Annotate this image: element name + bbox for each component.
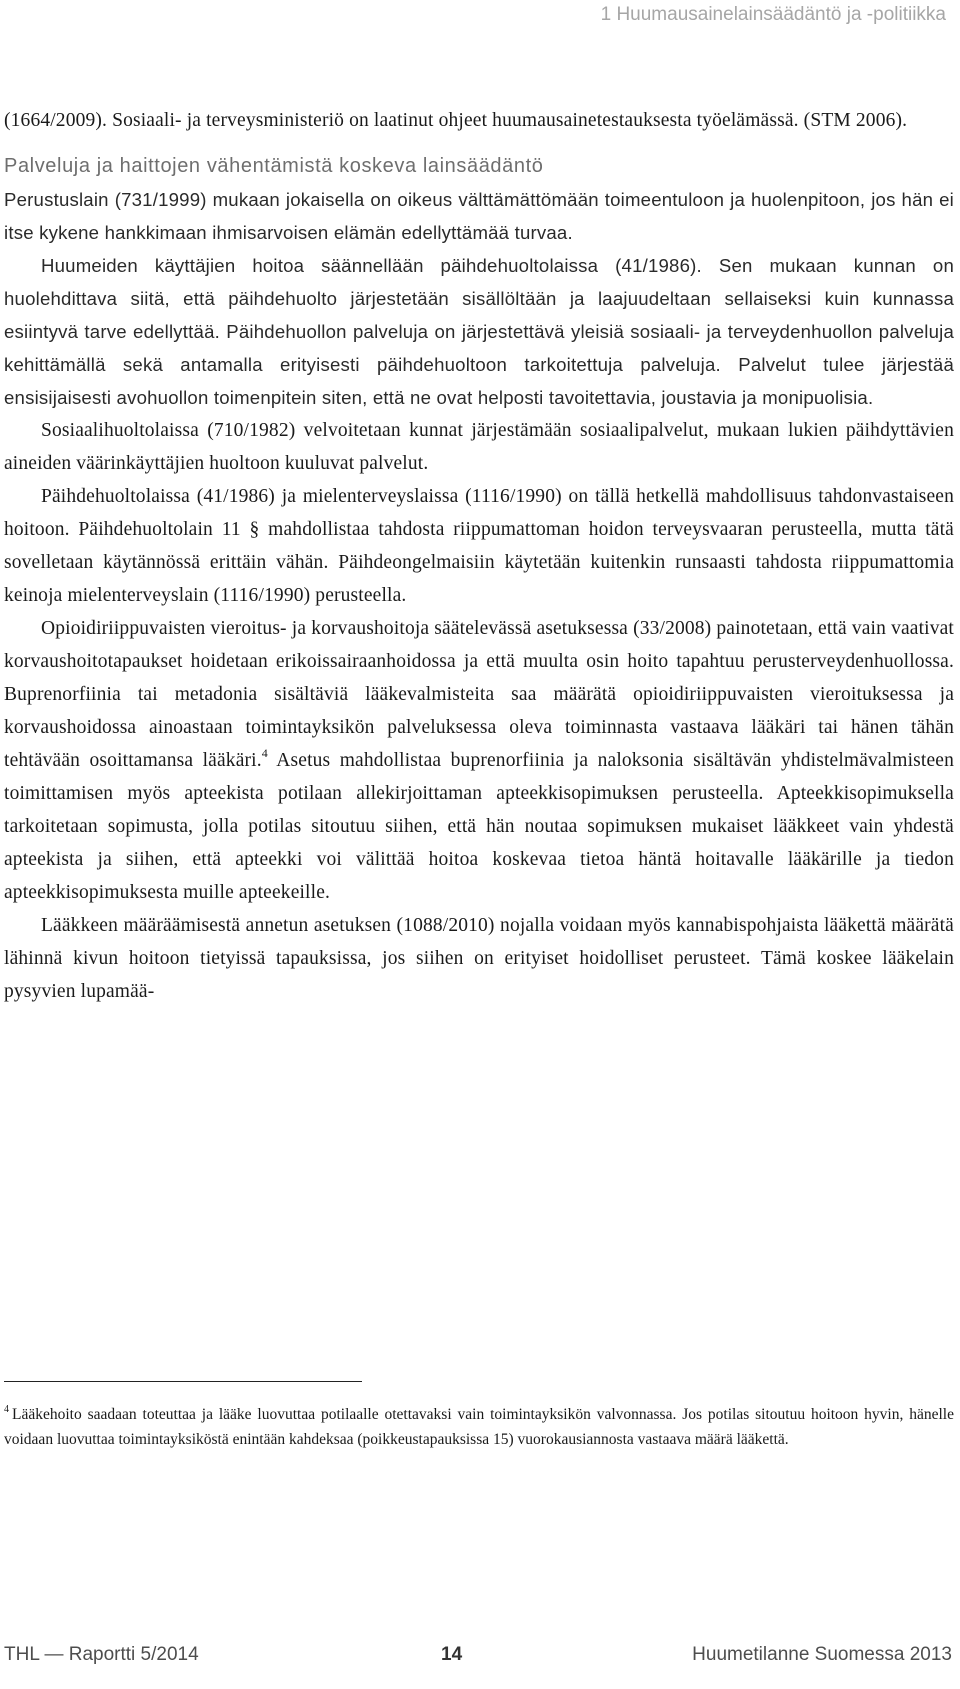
- paragraph-kannabis: Lääkkeen määräämisestä annetun asetuksen (1088/2010) nojalla voidaan myös kannabispohjaista lääkettä määrätä lähinnä kivun hoitoon tietyissä tapauksissa, jos siihen on erityiset hoidolliset perusteet. Tämä koskee lääkelain pysyvien lupamää-: [4, 915, 954, 1002]
- footer-publisher: THL — Raportti 5/2014: [4, 1644, 199, 1665]
- paragraph-opioidi: [4, 612, 954, 909]
- footnote-text: Lääkehoito saadaan toteuttaa ja lääke luovuttaa potilaalle otettavaksi vain toimintayksikön valvonnassa. Jos potilas sitoutuu hoitoon hyvin, hänelle voidaan luovuttaa toimintayksiköstä enintään kahdeksaa (poikkeustapauksissa 15) vuorokausiannosta vastaava määrä lääkettä.: [4, 1406, 954, 1448]
- footnote-paragraph: [4, 1402, 954, 1452]
- running-header: 1 Huumausainelainsäädäntö ja -politiikka: [600, 4, 946, 25]
- footnote: [4, 1402, 954, 1452]
- page-number: 14: [441, 1644, 463, 1665]
- paragraph-intro: (1664/2009). Sosiaali- ja terveysministeriö on laatinut ohjeet huumausainetestauksesta työelämässä. (STM 2006).: [4, 110, 908, 131]
- footer-publication: Huumetilanne Suomessa 2013: [692, 1644, 952, 1665]
- paragraph-perustuslaki: Perustuslain (731/1999) mukaan jokaisella on oikeus välttämättömään toimeentuloon ja huolenpitoon, jos hän ei itse kykene hankkimaan ihmisarvoisen elämän edellyttämää turvaa.: [4, 189, 954, 243]
- footnote-divider: [4, 1381, 362, 1382]
- paragraph-sosiaalihuolto: Sosiaalihuoltolaissa (710/1982) velvoitetaan kunnat järjestämään sosiaalipalvelut, mukaan lukien päihdyttävien aineiden väärinkäyttäjien huoltoon kuuluvat palvelut.: [4, 420, 954, 474]
- footnote-mark: 4: [4, 1404, 9, 1415]
- section-heading: Palveluja ja haittojen vähentämistä koskeva lainsäädäntö: [4, 155, 544, 177]
- paragraph-opioidi-continued: Asetus mahdollistaa buprenorfiinia ja naloksonia sisältävän yhdistelmävalmisteen toimittamisen myös apteekista potilaan allekirjoittaman apteekkisopimuksen perusteella. Apteekkisopimuksella tarkoitetaan sopimusta, jolla potilas sitoutuu siihen, että hän noutaa sopimuksen mukaiset lääkkeet vain yhdestä apteekista ja siihen, että apteekki voi välittää hoitoa koskevaa tietoa häntä hoitavalle lääkärille ja tiedon apteekkisopimuksesta muille apteekeille.: [4, 750, 954, 903]
- paragraph-opioidi-text: Opioidiriippuvaisten vieroitus- ja korvaushoitoja säätelevässä asetuksessa (33/2008) painotetaan, että vain vaativat korvaushoitotapaukset hoidetaan erikoissairaanhoidossa ja että muulta osin hoito tapahtuu perusterveydenhuollossa. Buprenorfiinia tai metadonia sisältäviä lääkevalmisteita saa määrätä opioidiriippuvaisten vieroituksessa ja korvaushoidossa ainoastaan toimintayksikön palveluksessa oleva toiminnasta vastaava lääkäri tai hänen tähän tehtävään osoittamansa lääkäri.: [4, 618, 954, 771]
- paragraph-paihdehuolto: Huumeiden käyttäjien hoitoa säännellään päihdehuoltolaissa (41/1986). Sen mukaan kunnan on huolehdittava siitä, että päihdehuolto järjestetään sisällöltään ja laajuudeltaan sellaiseksi kuin kunnassa esiintyvä tarve edellyttää. Päihdehuollon palveluja on järjestettävä yleisiä sosiaali- ja terveydenhuollon palveluja kehittämällä sekä antamalla erityisesti päihdehuoltoon tarkoitettuja palveluja. Palvelut tulee järjestää ensisijaisesti avohuollon toimenpitein siten, että ne ovat helposti tavoitettavia, joustavia ja monipuolisia.: [4, 255, 954, 408]
- footnote-reference[interactable]: 4: [261, 746, 268, 760]
- body-text: [4, 104, 954, 1008]
- paragraph-tahdosta: Päihdehuoltolaissa (41/1986) ja mielenterveyslaissa (1116/1990) on tällä hetkellä mahdollisuus tahdonvastaiseen hoitoon. Päihdehuoltolain 11 § mahdollistaa tahdosta riippumattoman hoidon terveysvaaran perusteella, mutta tätä sovelletaan käytännössä erittäin vähän. Päihdeongelmaisiin käytetään kuitenkin runsaasti tahdosta riippumattomia keinoja mielenterveyslain (1116/1990) perusteella.: [4, 486, 954, 606]
- page-footer: [4, 1644, 952, 1676]
